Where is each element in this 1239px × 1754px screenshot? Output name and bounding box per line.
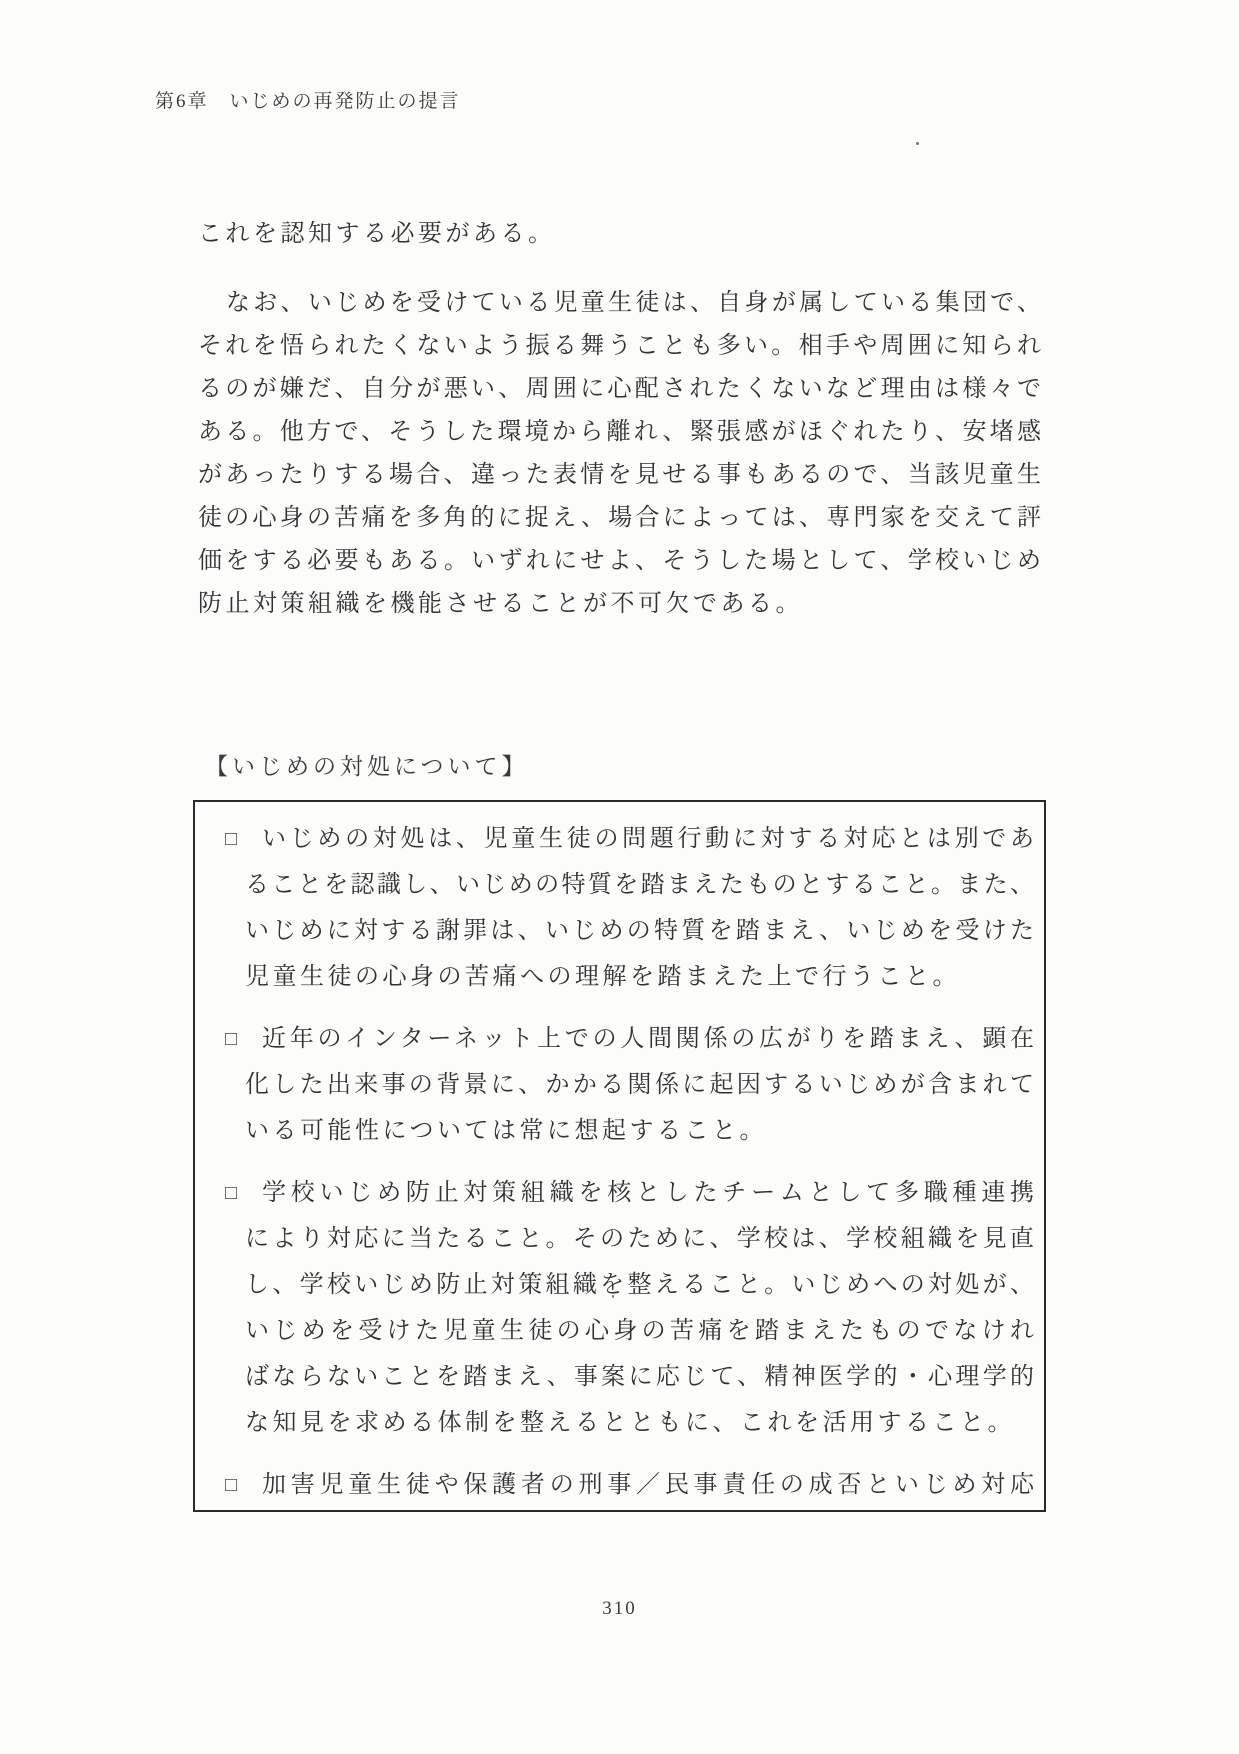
checklist-item [225, 816, 1034, 1000]
checkbox-square-icon: □ [225, 1028, 238, 1050]
text-line: それを悟られたくないよう振る舞うことも多い。相手や周囲に知られ [198, 333, 1043, 359]
text-line: ばならないことを踏まえ、事案に応じて、精神医学的・心理学的 [245, 1364, 1034, 1390]
chapter-header: 第6章 いじめの再発防止の提言 [155, 91, 461, 112]
text-line: 学校いじめ防止対策組織を核としたチームとして多職種連携 [262, 1180, 1034, 1206]
text-line: により対応に当たること。そのために、学校は、学校組織を見直 [245, 1226, 1034, 1252]
text-line: 防止対策組織を機能させることが不可欠である。 [198, 591, 803, 617]
scan-speck [916, 142, 919, 145]
section-heading: 【いじめの対処について】 [205, 754, 529, 779]
text-line: し、学校いじめ防止対策組織を整えること。いじめへの対処が、 [245, 1272, 1034, 1298]
text-line: いる可能性については常に想起すること。 [245, 1118, 768, 1144]
main-paragraph [198, 282, 1043, 626]
checklist-item [225, 1016, 1034, 1154]
text-line: 価をする必要もある。いずれにせよ、そうした場として、学校いじめ [198, 548, 1043, 574]
text-line: ることを認識し、いじめの特質を踏まえたものとすること。また、 [245, 872, 1034, 898]
text-line: があったりする場合、違った表情を見せる事もあるので、当該児童生 [198, 462, 1043, 488]
text-line: 加害児童生徒や保護者の刑事／民事責任の成否といじめ対応 [262, 1472, 1034, 1498]
text-line: 徒の心身の苦痛を多角的に捉え、場合によっては、専門家を交えて評 [198, 505, 1043, 531]
text-line: なお、いじめを受けている児童生徒は、自身が属している集団で、 [226, 290, 1043, 316]
page-number: 310 [602, 1598, 637, 1619]
checklist-item [225, 1170, 1034, 1446]
text-line: いじめに対する謝罪は、いじめの特質を踏まえ、いじめを受けた [245, 918, 1034, 944]
proposal-box [193, 800, 1046, 1512]
checklist-item [225, 1462, 1034, 1508]
text-line: いじめの対処は、児童生徒の問題行動に対する対応とは別であ [262, 826, 1034, 852]
text-line: ある。他方で、そうした環境から離れ、緊張感がほぐれたり、安堵感 [198, 419, 1043, 445]
text-line: るのが嫌だ、自分が悪い、周囲に心配されたくないなど理由は様々で [198, 376, 1043, 402]
intro-line: これを認知する必要がある。 [198, 221, 556, 247]
text-line: 近年のインターネット上での人間関係の広がりを踏まえ、顕在 [262, 1026, 1034, 1052]
text-line: な知見を求める体制を整えるとともに、これを活用すること。 [245, 1410, 1015, 1436]
text-line: いじめを受けた児童生徒の心身の苦痛を踏まえたものでなけれ [245, 1318, 1034, 1344]
checkbox-square-icon: □ [225, 828, 238, 850]
text-line: 化した出来事の背景に、かかる関係に起因するいじめが含まれて [245, 1072, 1034, 1098]
checkbox-square-icon: □ [225, 1182, 238, 1204]
text-line: 児童生徒の心身の苦痛への理解を踏まえた上で行うこと。 [245, 964, 960, 990]
checkbox-square-icon: □ [225, 1474, 238, 1496]
